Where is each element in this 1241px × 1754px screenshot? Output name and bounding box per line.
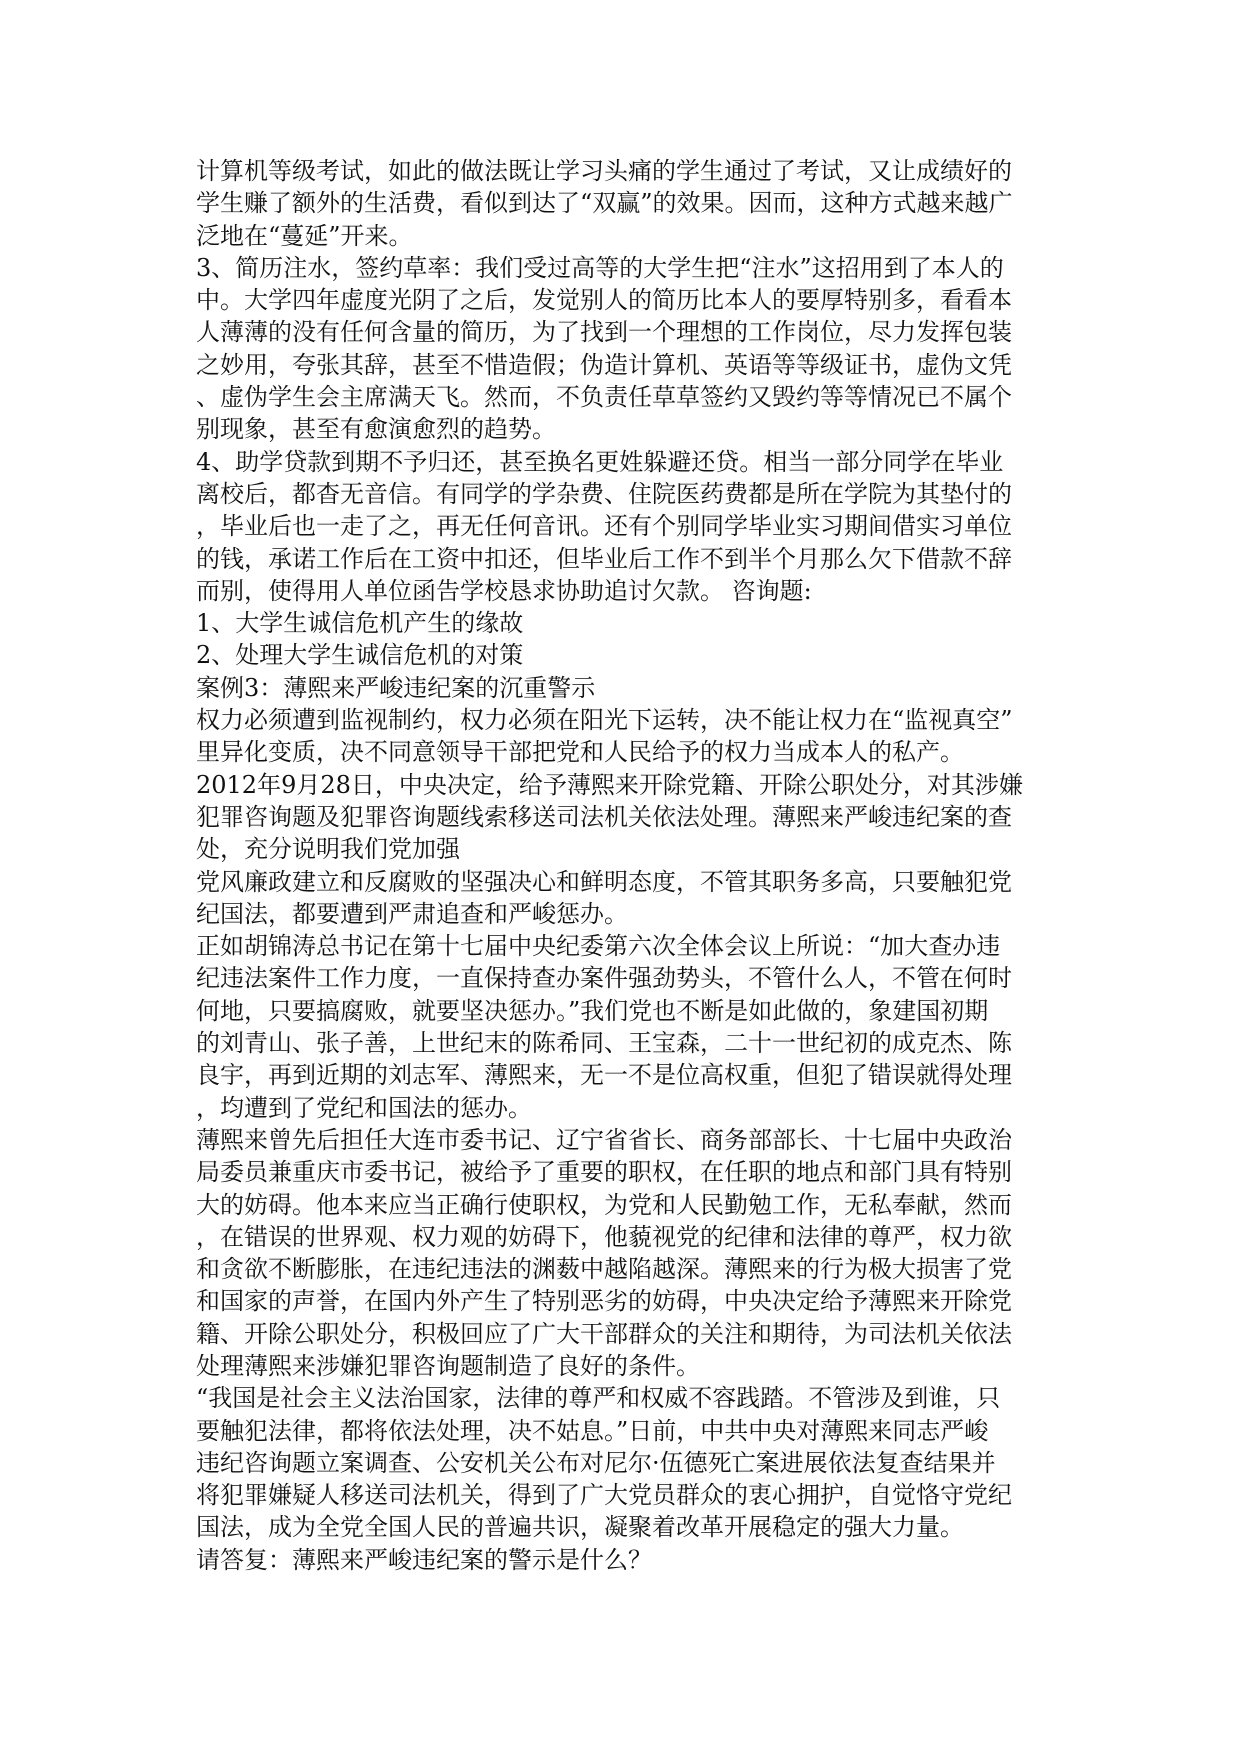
text-line: 违纪咨询题立案调查、公安机关公布对尼尔·伍德死亡案进展依法复查结果并 [196,1448,996,1477]
text-line: 国法，成为全党全国人民的普遍共识，凝聚着改革开展稳定的强大力量。 [196,1513,964,1542]
text-line: 薄熙来曾先后担任大连市委书记、辽宁省省长、商务部部长、十七届中央政治 [196,1125,1012,1154]
text-line: 籍、开除公职处分，积极回应了广大干部群众的关注和期待，为司法机关依法 [196,1319,1012,1348]
text-line: “我国是社会主义法治国家，法律的尊严和权威不容践踏。不管涉及到谁，只 [196,1384,1001,1413]
text-line: 要触犯法律，都将依法处理，决不姑息。”日前，中共中央对薄熙来同志严峻 [196,1416,989,1445]
text-line: 别现象，甚至有愈演愈烈的趋势。 [196,415,556,444]
text-line: 2012年9月28日，中央决定，给予薄熙来开除党籍、开除公职处分，对其涉嫌 [196,770,1023,799]
text-line: 学生赚了额外的生活费，看似到达了“双赢”的效果。因而，这种方式越来越广 [196,189,1013,218]
text-line: 之妙用，夸张其辞，甚至不惜造假；伪造计算机、英语等等级证书，虚伪文凭 [196,350,1012,379]
text-line: 和国家的声誉，在国内外产生了特别恶劣的妨碍，中央决定给予薄熙来开除党 [196,1287,1012,1316]
text-line: 4、助学贷款到期不予归还，甚至换名更姓躲避还贷。相当一部分同学在毕业 [196,447,1004,476]
text-line: 、虚伪学生会主席满天飞。然而，不负责任草草签约又毁约等等情况已不属个 [196,383,1012,412]
text-line: 的钱，承诺工作后在工资中扣还，但毕业后工作不到半个月那么欠下借款不辞 [196,544,1012,573]
text-line: 请答复：薄熙来严峻违纪案的警示是什么？ [196,1545,652,1574]
text-line: 何地，只要搞腐败，就要坚决惩办。”我们党也不断是如此做的，象建国初期 [196,996,989,1025]
text-line: 大的妨碍。他本来应当正确行使职权，为党和人民勤勉工作，无私奉献，然而 [196,1190,1012,1219]
document-body [196,155,1056,1576]
text-line: 3、简历注水，签约草率：我们受过高等的大学生把“注水”这招用到了本人的 [196,253,1004,282]
text-line: 人薄薄的没有任何含量的简历，为了找到一个理想的工作岗位，尽力发挥包装 [196,318,1012,347]
text-line: 和贪欲不断膨胀，在违纪违法的渊薮中越陷越深。薄熙来的行为极大损害了党 [196,1255,1012,1284]
text-line: 将犯罪嫌疑人移送司法机关，得到了广大党员群众的衷心拥护，自觉恪守党纪 [196,1481,1012,1510]
text-line: 权力必须遭到监视制约，权力必须在阳光下运转，决不能让权力在“监视真空” [196,706,1013,735]
text-line: 2、处理大学生诚信危机的对策 [196,641,524,670]
text-line: ，毕业后也一走了之，再无任何音讯。还有个别同学毕业实习期间借实习单位 [196,512,1012,541]
text-line: 的刘青山、张子善，上世纪末的陈希同、王宝森，二十一世纪初的成克杰、陈 [196,1029,1012,1058]
text-line: 里异化变质，决不同意领导干部把党和人民给予的权力当成本人的私产。 [196,738,964,767]
text-line: 中。大学四年虚度光阴了之后，发觉别人的简历比本人的要厚特别多，看看本 [196,286,1012,315]
text-line: 泛地在“蔓延”开来。 [196,221,413,250]
text-line: 党风廉政建立和反腐败的坚强决心和鲜明态度，不管其职务多高，只要触犯党 [196,867,1012,896]
text-line: 1、大学生诚信危机产生的缘故 [196,609,524,638]
text-line: 离校后，都杳无音信。有同学的学杂费、住院医药费都是所在学院为其垫付的 [196,479,1012,508]
text-line: 案例3：薄熙来严峻违纪案的沉重警示 [196,673,596,702]
text-line: 处，充分说明我们党加强 [196,835,460,864]
text-line: 正如胡锦涛总书记在第十七届中央纪委第六次全体会议上所说：“加大查办违 [196,932,1001,961]
text-line: 良宇，再到近期的刘志军、薄熙来，无一不是位高权重，但犯了错误就得处理 [196,1061,1012,1090]
text-line: ，均遭到了党纪和国法的惩办。 [196,1093,532,1122]
text-line: 而别，使得用人单位函告学校恳求协助追讨欠款。 咨询题: [196,576,812,605]
text-line: 犯罪咨询题及犯罪咨询题线索移送司法机关依法处理。薄熙来严峻违纪案的查 [196,802,1012,831]
text-line: 处理薄熙来涉嫌犯罪咨询题制造了良好的条件。 [196,1351,700,1380]
text-line: 计算机等级考试，如此的做法既让学习头痛的学生通过了考试，又让成绩好的 [196,157,1012,185]
text-line: 纪违法案件工作力度，一直保持查办案件强劲势头，不管什么人，不管在何时 [196,964,1012,993]
text-line: 纪国法，都要遭到严肃追查和严峻惩办。 [196,899,628,928]
text-line: 局委员兼重庆市委书记，被给予了重要的职权，在任职的地点和部门具有特别 [196,1158,1012,1187]
text-line: ，在错误的世界观、权力观的妨碍下，他藐视党的纪律和法律的尊严，权力欲 [196,1222,1012,1251]
